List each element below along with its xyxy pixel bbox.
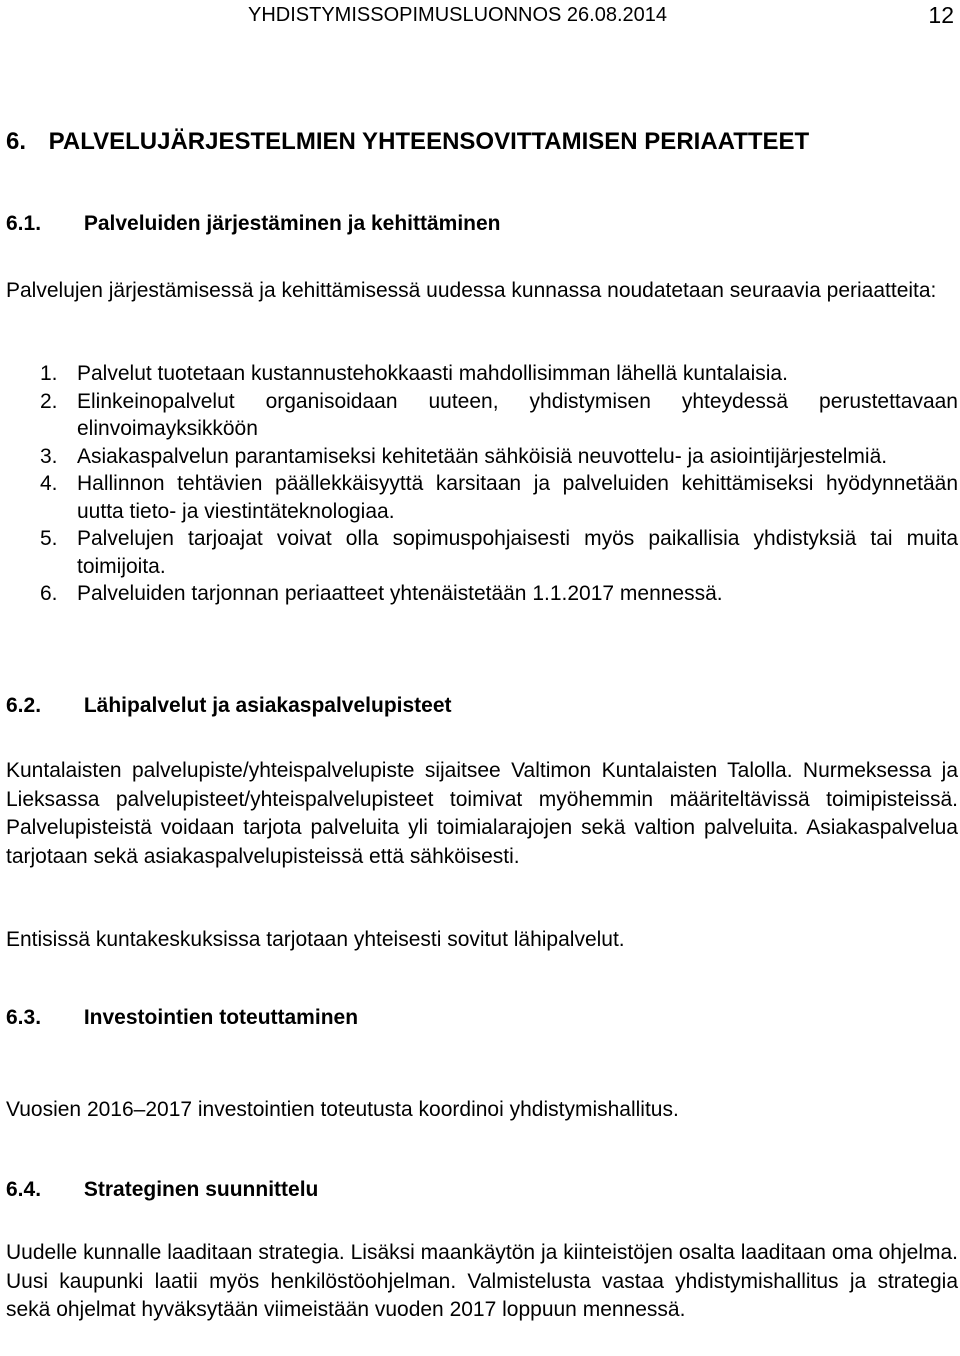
section-title: PALVELUJÄRJESTELMIEN YHTEENSOVITTAMISEN PERIAATTEET [48,128,810,155]
section-6-2-heading [6,694,452,718]
section-6-4-heading [6,1178,318,1202]
page-number: 12 [928,2,954,28]
list-item: 5. Palvelujen tarjoajat voivat olla sopimuspohjaisesti myös paikallisia yhdistyksiä tai muita toimijoita. [40,527,958,578]
section-title: Palveluiden järjestäminen ja kehittäminen [83,212,501,235]
section-6-1-intro: Palvelujen järjestämisessä ja kehittämisessä uudessa kunnassa noudatetaan seuraavia periaatteita: [6,279,937,302]
section-title: Lähipalvelut ja asiakaspalvelupisteet [83,694,452,717]
section-6-2-paragraph-1: Kuntalaisten palvelupiste/yhteispalvelupiste sijaitsee Valtimon Kuntalaisten Talolla. Nurmeksessa ja Lieksassa palvelupisteet/yhteispalvelupisteet toimivat myöhemmin määriteltävissä toimipisteissä. Palvelupisteistä voidaan tarjota palveluita yli toimialarajojen sekä valtion palveluita. Asiakaspalvelua tarjotaan sekä asiakaspalvelupisteissä että sähköisesti. [6,759,958,868]
section-6-heading [6,128,809,156]
section-6-2-paragraph-2: Entisissä kuntakeskuksissa tarjotaan yhteisesti sovitut lähipalvelut. [6,928,625,951]
list-item: 6. Palveluiden tarjonnan periaatteet yhtenäistetään 1.1.2017 mennessä. [40,582,723,605]
section-number: 6. [6,128,27,155]
section-number: 6.3. [6,1006,42,1029]
section-number: 6.4. [6,1178,42,1201]
section-6-3-paragraph: Vuosien 2016–2017 investointien toteutusta koordinoi yhdistymishallitus. [6,1098,679,1121]
document-id: YHDISTYMISSOPIMUSLUONNOS 26.08.2014 [248,4,668,26]
section-title: Investointien toteuttaminen [83,1006,359,1029]
section-6-1-heading [6,212,501,236]
page-header [0,0,960,34]
list-item: 3. Asiakaspalvelun parantamiseksi kehitetään sähköisiä neuvottelu- ja asiointijärjestelmiä. [40,444,888,468]
section-number: 6.1. [6,212,42,235]
section-6-4-paragraph: Uudelle kunnalle laaditaan strategia. Lisäksi maankäytön ja kiinteistöjen osalta laaditaan oma ohjelma. Uusi kaupunki laatii myös henkilöstöohjelman. Valmistelusta vastaa yhdistymishallitus ja strategia sekä ohjelmat hyväksytään viimeistään vuoden 2017 loppuun mennessä. [6,1241,958,1321]
section-6-3-heading [6,1006,358,1030]
list-item: 4. Hallinnon tehtävien päällekkäisyyttä karsitaan ja palveluiden kehittämiseksi hyödynnetään uutta tieto- ja viestintäteknologiaa. [40,472,958,523]
section-title: Strateginen suunnittelu [83,1178,319,1201]
list-item: 1. Palvelut tuotetaan kustannustehokkaasti mahdollisimman lähellä kuntalaisia. [40,362,788,385]
section-number: 6.2. [6,694,42,717]
list-item: 2. Elinkeinopalvelut organisoidaan uuteen, yhdistymisen yhteydessä perustettavaan elinvoimayksikköön [40,389,958,440]
principles-list [40,360,958,608]
